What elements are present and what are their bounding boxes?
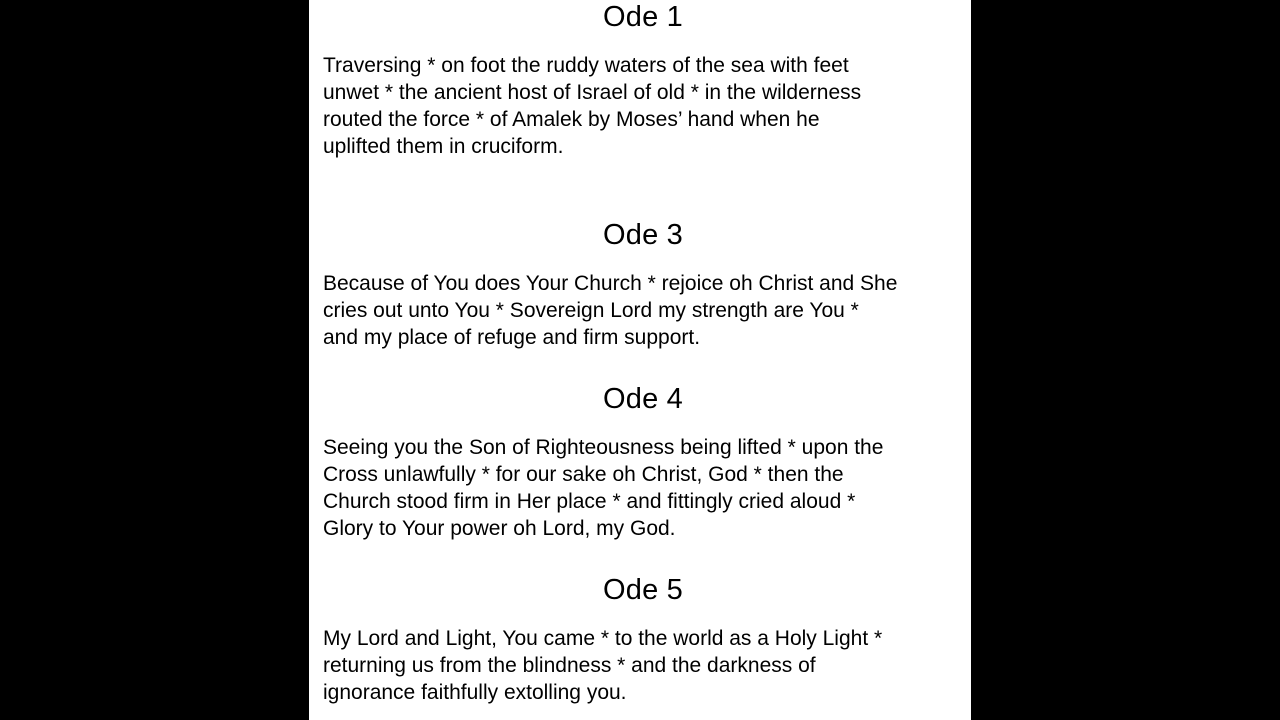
ode-5-section xyxy=(323,573,963,706)
ode-3-section xyxy=(323,218,963,351)
ode-5-title: Ode 5 xyxy=(603,574,683,606)
ode-1-title: Ode 1 xyxy=(603,1,683,33)
ode-4-text: Seeing you the Son of Righteousness being lifted * upon the Cross unlawfully * for our sake oh Christ, God * then the Church stood firm in Her place * and fittingly cried aloud * Glory to Your power oh Lord, my God. xyxy=(323,436,884,540)
ode-3-title: Ode 3 xyxy=(603,219,683,251)
ode-1-section xyxy=(323,0,963,160)
ode-3-text: Because of You does Your Church * rejoice oh Christ and She cries out unto You * Sovereign Lord my strength are You * and my place of refuge and firm support. xyxy=(323,272,898,349)
ode-4-title: Ode 4 xyxy=(603,383,683,415)
document-page xyxy=(309,0,971,720)
ode-1-text: Traversing * on foot the ruddy waters of the sea with feet unwet * the ancient host of Israel of old * in the wilderness routed the force * of Amalek by Moses’ hand when he uplifted them in cruciform. xyxy=(323,54,862,158)
ode-4-section xyxy=(323,382,963,542)
ode-5-text: My Lord and Light, You came * to the world as a Holy Light * returning us from the blindness * and the darkness of ignorance faithfully extolling you. xyxy=(323,627,883,704)
